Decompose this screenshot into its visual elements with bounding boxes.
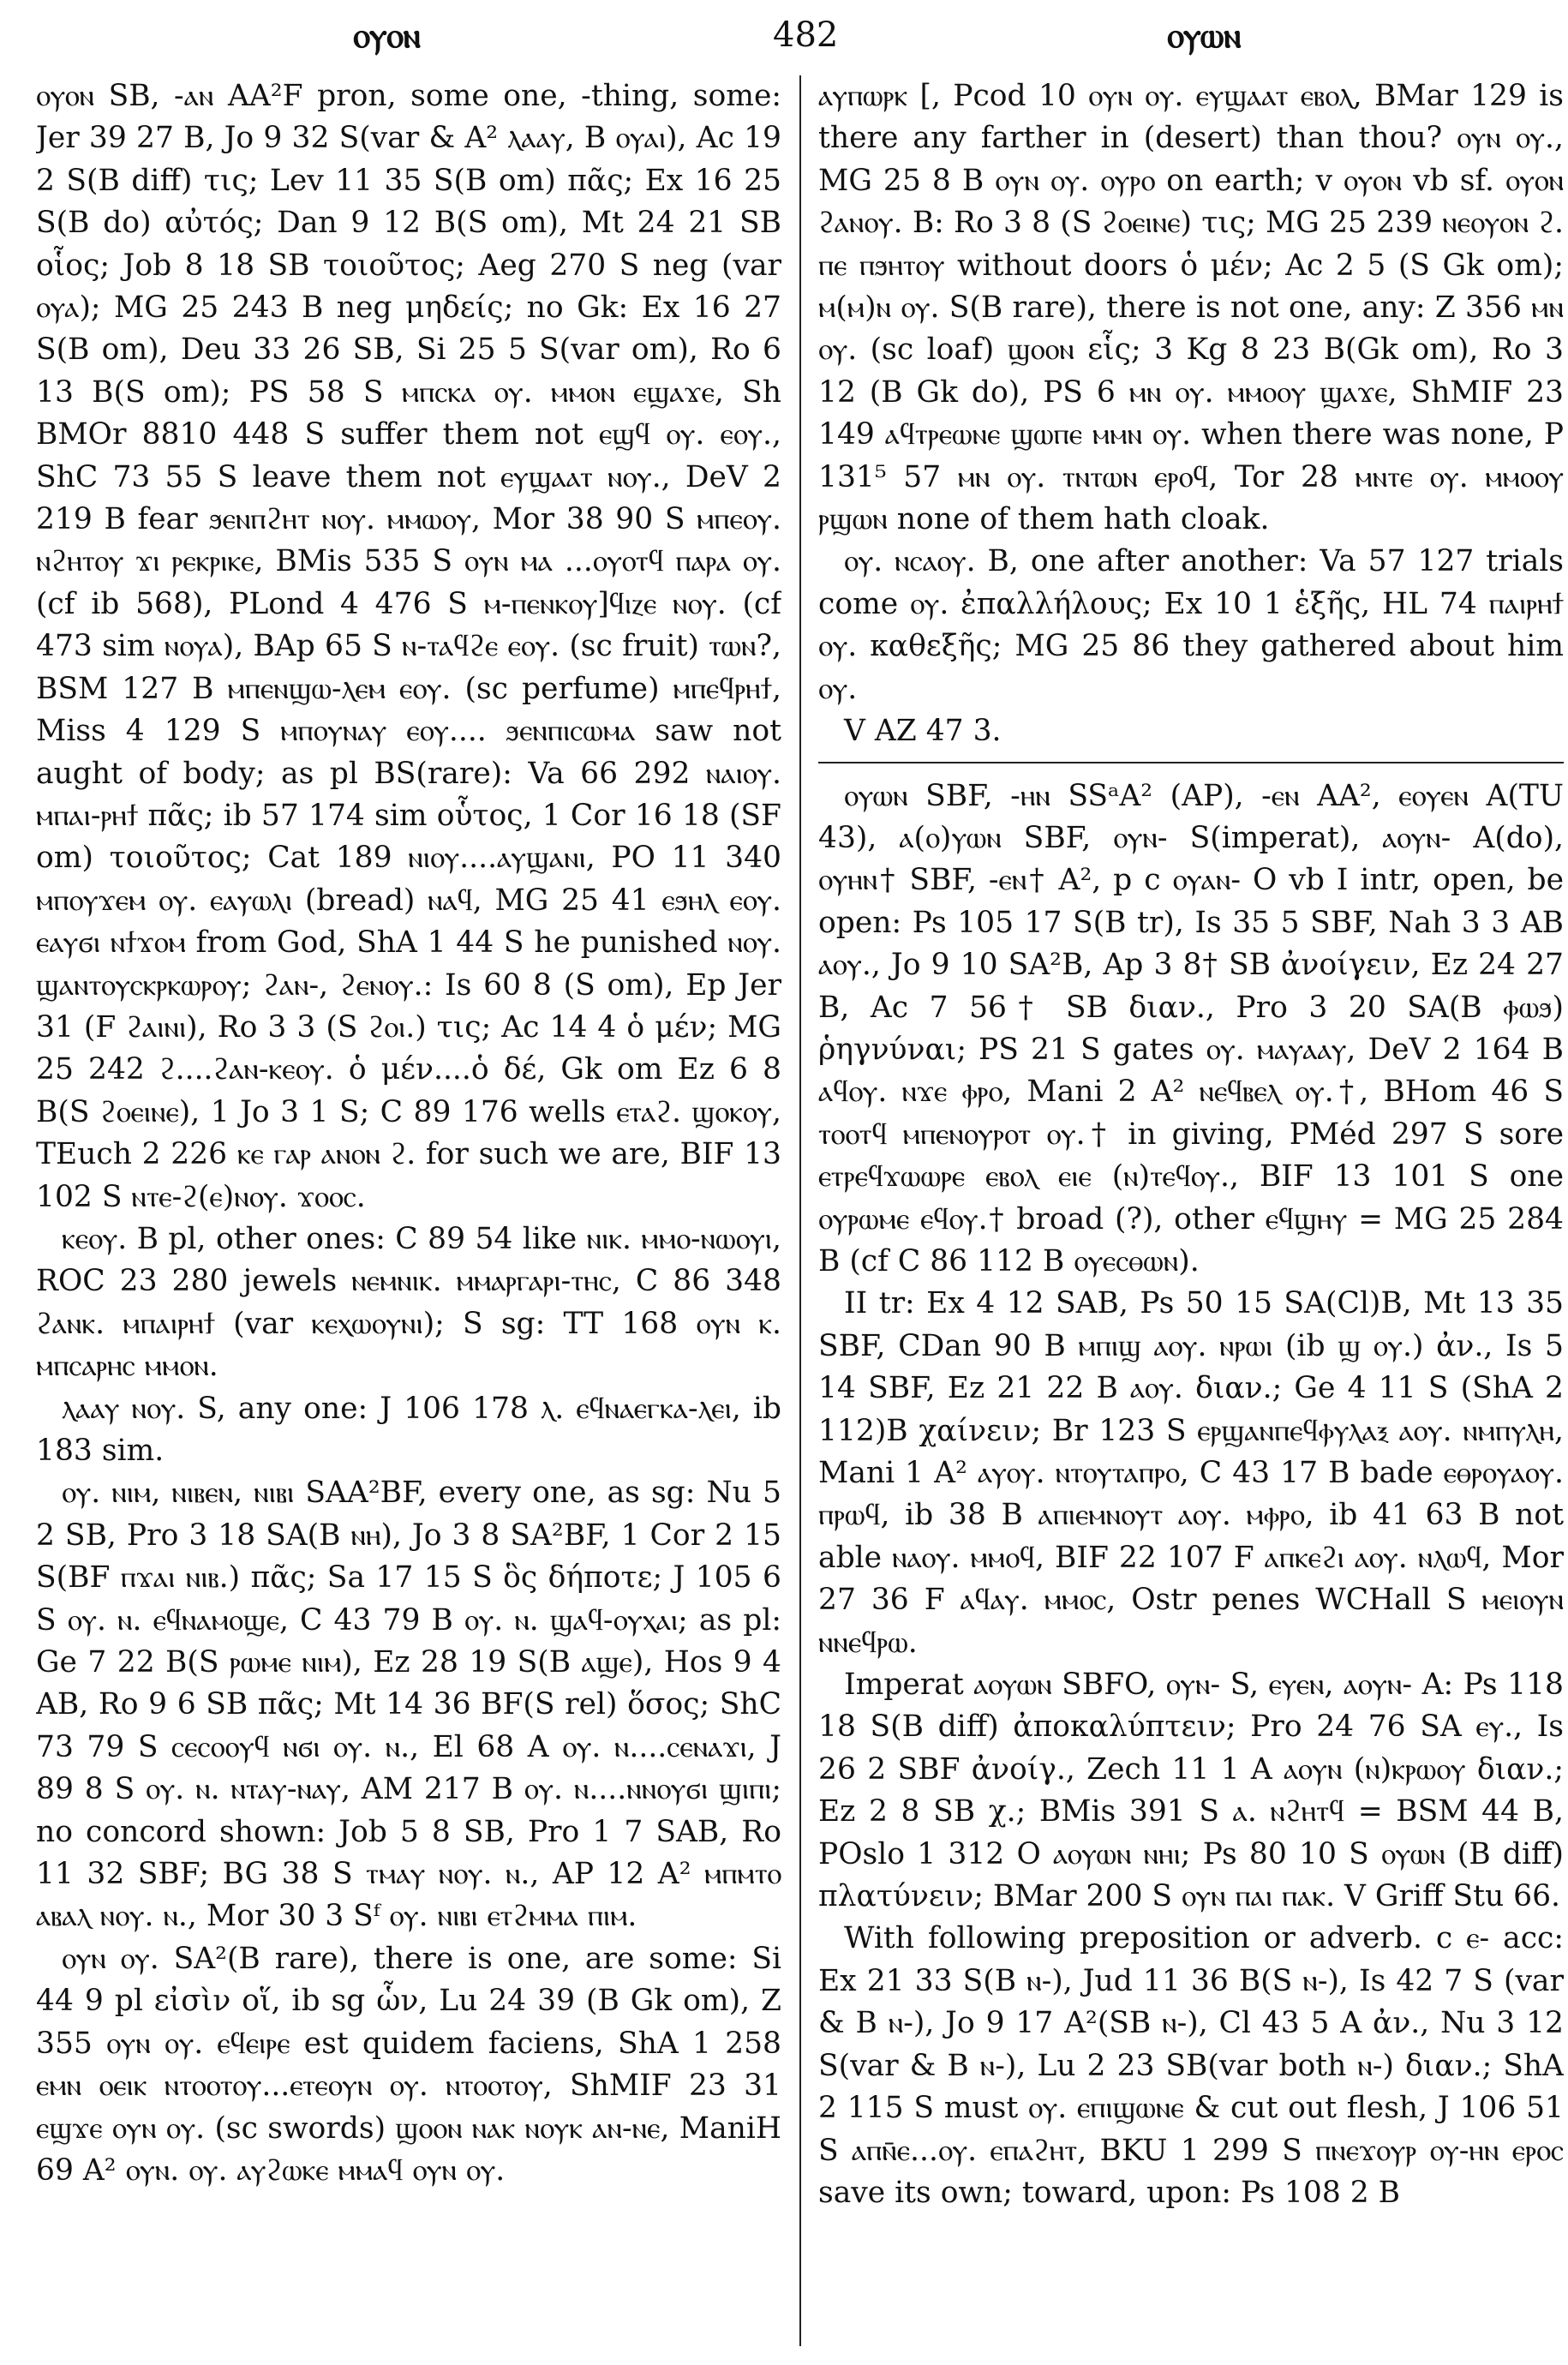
running-head (36, 15, 1532, 67)
cross-reference: V AZ 47 3. (844, 714, 1002, 749)
subentry-oun-ou: ⲟⲩⲛ ⲟⲩ. SA²(B rare), there is one, are some: Si 44 9 pl εἰσὶν οἵ, ib sg ὧν, Lu 24 39 (B Gk om), Z 355 ⲟⲩⲛ ⲟⲩ. ⲉϥⲉⲓⲣⲉ est quidem faciens, ShA 1 258 ⲉⲙⲛ ⲟⲉⲓⲕ ⲛⲧⲟⲟⲧⲟⲩ...ⲉⲧⲉⲟⲩⲛ ⲟⲩ. ⲛⲧⲟⲟⲧⲟⲩ, ShMIF 23 31 ⲉϣϫⲉ ⲟⲩⲛ ⲟⲩ. (sc swords) ϣⲟⲟⲛ ⲛⲁⲕ ⲛⲟⲩⲕ ⲁⲛ-ⲛⲉ, ManiH 69 A² ⲟⲩⲛ. ⲟⲩ. ⲁⲩϩⲱⲕⲉ ⲙⲙⲁϥ ⲟⲩⲛ ⲟⲩ. (36, 1941, 781, 2188)
entry-ouon: ⲟⲩⲟⲛ SB, -ⲁⲛ AA²F pron, some one, -thing, some: Jer 39 27 B, Jo 9 32 S(var & A² ⲗⲁⲁⲩ, B ⲟⲩⲁⲓ), Ac 19 2 S(B diff) τις; Lev 11 35 S(B om) πᾶς; Ex 16 25 S(B do) αὐτός; Dan 9 12 B(S om), Mt 24 21 SB οἷος; Job 8 18 SB τοιοῦτος; Aeg 270 S neg (var ⲟⲩⲁ); MG 25 243 B neg μηδείς; no Gk: Ex 16 27 S(B om), Deu 33 26 SB, Si 25 5 S(var om), Ro 6 13 B(S om); PS 58 S ⲙⲡⲥⲕⲁ ⲟⲩ. ⲙⲙⲟⲛ ⲉϣⲁϫⲉ, Sh BMOr 8810 448 S suffer them not ⲉϣϥ ⲟⲩ. ⲉⲟⲩ., ShC 73 55 S leave them not ⲉⲩϣⲁⲁⲧ ⲛⲟⲩ., DeV 2 219 B fear ϧⲉⲛⲡϩⲏⲧ ⲛⲟⲩ. ⲙⲙⲱⲟⲩ, Mor 38 90 S ⲙⲡⲉⲟⲩ. ⲛϩⲏⲧⲟⲩ ϫⲓ ⲣⲉⲕⲣⲓⲕⲉ, BMis 535 S ⲟⲩⲛ ⲙⲁ ...ⲟⲩⲟⲧϥ ⲡⲁⲣⲁ ⲟⲩ. (cf ib 568), PLond 4 476 S ⲙ-ⲡⲉⲛⲕⲟⲩ]ϥⲓⲍⲉ ⲛⲟⲩ. (cf 473 sim ⲛⲟⲩⲁ), BAp 65 S ⲛ-ⲧⲁϥϩⲉ ⲉⲟⲩ. (sc fruit) ⲧⲱⲛ?, BSM 127 B ⲙⲡⲉⲛϣⲱ-ⲗⲉⲙ ⲉⲟⲩ. (sc perfume) ⲙⲡⲉϥⲣⲏϯ, Miss 4 129 S ⲙⲡⲟⲩⲛⲁⲩ ⲉⲟⲩ.... ϧⲉⲛⲡⲓⲥⲱⲙⲁ saw not aught of body; as pl BS(rare): Va 66 292 ⲛⲁⲓⲟⲩ. ⲙⲡⲁⲓ-ⲣⲏϯ πᾶς; ib 57 174 sim οὗτος, 1 Cor 16 18 (SF om) τοιοῦτος; Cat 189 ⲛⲓⲟⲩ....ⲁⲩϣⲁⲛⲓ, PO 11 340 ⲙⲡⲟⲩϫⲉⲙ ⲟⲩ. ⲉⲁⲩⲱⲗⲓ (bread) ⲛⲁϥ, MG 25 41 ⲉϧⲏⲗ ⲉⲟⲩ. ⲉⲁⲩϭⲓ ⲛϯϫⲟⲙ from God, ShA 1 44 S he punished ⲛⲟⲩ. ϣⲁⲛⲧⲟⲩⲥⲕⲣⲕⲱⲣⲟⲩ; ϩⲁⲛ-, ϩⲉⲛⲟⲩ.: Is 60 8 (S om), Ep Jer 31 (F ϩⲁⲓⲛⲓ), Ro 3 3 (S ϩⲟⲓ.) τις; Ac 14 4 ὁ μέν; MG 25 242 ϩ....ϩⲁⲛ-ⲕⲉⲟⲩ. ὁ μέν....ὁ δέ, Gk om Ez 6 8 B(S ϩⲟⲉⲓⲛⲉ), 1 Jo 3 1 S; C 89 176 wells ⲉⲧⲁϩ. ϣⲟⲕⲟⲩ, TEuch 2 226 ⲕⲉ ⲅⲁⲣ ⲁⲛⲟⲛ ϩ. for such we are, BIF 13 102 S ⲛⲧⲉ-ϩ(ⲉ)ⲛⲟⲩ. ϫⲟⲟⲥ. (36, 79, 781, 1214)
subentry-imperative: Imperat ⲁⲟⲩⲱⲛ SBFO, ⲟⲩⲛ- S, ⲉⲩⲉⲛ, ⲁⲟⲩⲛ- A: Ps 118 18 S(B diff) ἀποκαλύπτειν; Pro 24 76 SA ⲉⲩ., Is 26 2 SBF ἀνοίγ., Zech 11 1 A ⲁⲟⲩⲛ (ⲛ)ⲕⲣⲱⲟⲩ διαν.; Ez 2 8 SB χ.; BMis 391 S ⲁ. ⲛϩⲏⲧϥ = BSM 44 B, POslo 1 312 O ⲁⲟⲩⲱⲛ ⲛⲏⲓ; Ps 80 10 S ⲟⲩⲱⲛ (B diff) πλατύνειν; BMar 200 S ⲟⲩⲛ ⲡⲁⲓ ⲡⲁⲕ. V Griff Stu 66. (818, 1667, 1564, 1914)
left-column (36, 75, 781, 2346)
subentry-ou-nim: ⲟⲩ. ⲛⲓⲙ, ⲛⲓⲃⲉⲛ, ⲛⲓⲃⲓ SAA²BF, every one, as sg: Nu 5 2 SB, Pro 3 18 SA(B ⲛⲏ), Jo 3 8 SA²BF, 1 Cor 2 15 S(BF ⲡϫⲁⲓ ⲛⲓⲃ.) πᾶς; Sa 17 15 S ὃς δήποτε; J 105 6 S ⲟⲩ. ⲛ. ⲉϥⲛⲁⲙⲟϣⲉ, C 43 79 B ⲟⲩ. ⲛ. ϣⲁϥ-ⲟⲩⲭⲁⲓ; as pl: Ge 7 22 B(S ⲣⲱⲙⲉ ⲛⲓⲙ), Ez 28 19 S(B ⲁϣⲉ), Hos 9 4 AB, Ro 9 6 SB πᾶς; Mt 14 36 BF(S rel) ὅσος; ShC 73 79 S ⲥⲉⲥⲟⲟⲩϥ ⲛϭⲓ ⲟⲩ. ⲛ., El 68 A ⲟⲩ. ⲛ....ⲥⲉⲛⲁϫⲓ, J 89 8 S ⲟⲩ. ⲛ. ⲛⲧⲁⲩ-ⲛⲁⲩ, AM 217 B ⲟⲩ. ⲛ....ⲛⲛⲟⲩϭⲓ ϣⲓⲡⲓ; no concord shown: Job 5 8 SB, Pro 1 7 SAB, Ro 11 32 SBF; BG 38 S ⲧⲙⲁⲩ ⲛⲟⲩ. ⲛ., AP 12 A² ⲙⲡⲙⲧⲟ ⲁⲃⲁⲗ ⲛⲟⲩ. ⲛ., Mor 30 3 Sᶠ ⲟⲩ. ⲛⲓⲃⲓ ⲉⲧϩⲙⲙⲁ ⲡⲓⲙ. (36, 1476, 781, 1934)
subentry-ou-nsaou: ⲟⲩ. ⲛⲥⲁⲟⲩ. B, one after another: Va 57 127 trials come ⲟⲩ. ἐπαλλήλους; Ex 10 1 ἑξῆς, HL 74 ⲡⲁⲓⲣⲏϯ ⲟⲩ. καθεξῆς; MG 25 86 they gathered about him ⲟⲩ. (818, 544, 1564, 706)
subentry-transitive: II tr: Ex 4 12 SAB, Ps 50 15 SA(Cl)B, Mt 13 35 SBF, CDan 90 B ⲙⲡⲓϣ ⲁⲟⲩ. ⲛⲣⲱⲓ (ib ϣ ⲟⲩ.) ἀν., Is 5 14 SBF, Ez 21 22 B ⲁⲟⲩ. διαν.; Ge 4 11 S (ShA 2 112)B χαίνειν; Br 123 S ⲉⲣϣⲁⲛⲡⲉϥⲫⲩⲗⲁⲝ ⲁⲟⲩ. ⲛⲙⲡⲩⲗⲏ, Mani 1 A² ⲁⲩⲟⲩ. ⲛⲧⲟⲩⲧⲁⲡⲣⲟ, C 43 17 B bade ⲉⲑⲣⲟⲩⲁⲟⲩ. ⲡⲣⲱϥ, ib 38 B ⲁⲡⲓⲉⲙⲛⲟⲩⲧ ⲁⲟⲩ. ⲙⲫⲣⲟ, ib 41 63 B not able ⲛⲁⲟⲩ. ⲙⲙⲟϥ, BIF 22 107 F ⲁⲡⲕⲉϩⲓ ⲁⲟⲩ. ⲛⲗⲱϥ, Mor 27 36 F ⲁϥⲁⲩ. ⲙⲙⲟⲥ, Ostr penes WCHall S ⲙⲉⲓⲟⲩⲛ ⲛⲛⲉϥⲣⲱ. (818, 1286, 1564, 1660)
entry-divider (818, 762, 1564, 763)
subentry-laau-nou: ⲗⲁⲁⲩ ⲛⲟⲩ. S, any one: J 106 178 ⲗ. ⲉϥⲛⲁⲉⲅⲕⲁ-ⲗⲉⲓ, ib 183 sim. (36, 1391, 781, 1468)
continuation-text: ⲁⲩⲡⲱⲣⲕ [, Pcod 10 ⲟⲩⲛ ⲟⲩ. ⲉⲩϣⲁⲁⲧ ⲉⲃⲟⲗ, BMar 129 is there any farther in (desert) than thou? ⲟⲩⲛ ⲟⲩ., MG 25 8 B ⲟⲩⲛ ⲟⲩ. ⲟⲩⲣⲟ on earth; v ⲟⲩⲟⲛ vb sf. ⲟⲩⲟⲛ ϩⲁⲛⲟⲩ. B: Ro 3 8 (S ϩⲟⲉⲓⲛⲉ) τις; MG 25 239 ⲛⲉⲟⲩⲟⲛ ϩ. ⲡⲉ ⲡϧⲏⲧⲟⲩ without doors ὁ μέν; Ac 2 5 (S Gk om); ⲙ(ⲙ)ⲛ ⲟⲩ. S(B rare), there is not one, any: Z 356 ⲙⲛ ⲟⲩ. (sc loaf) ϣⲟⲟⲛ εἷς; 3 Kg 8 23 B(Gk om), Ro 3 12 (B Gk do), PS 6 ⲙⲛ ⲟⲩ. ⲙⲙⲟⲟⲩ ϣⲁϫⲉ, ShMIF 23 149 ⲁϥⲧⲣⲉⲱⲛⲉ ϣⲱⲡⲉ ⲙⲙⲛ ⲟⲩ. when there was none, P 131⁵ 57 ⲙⲛ ⲟⲩ. ⲧⲛⲧⲱⲛ ⲉⲣⲟϥ, Tor 28 ⲙⲛⲧⲉ ⲟⲩ. ⲙⲙⲟⲟⲩ ⲣϣⲱⲛ none of them hath cloak. (818, 79, 1564, 537)
subentry-prepositions: With following preposition or adverb. c ⲉ- acc: Ex 21 33 S(B ⲛ-), Jud 11 36 B(S ⲛ-), Is 42 7 S (var & B ⲛ-), Jo 9 17 A²(SB ⲛ-), Cl 43 5 A ἀν., Nu 3 12 S(var & B ⲛ-), Lu 2 23 SB(var both ⲛ-) διαν.; ShA 2 115 S must ⲟⲩ. ⲉⲡⲓϣⲱⲛⲉ & cut out flesh, J 106 51 S ⲁⲡⲛ̄ⲉ...ⲟⲩ. ⲉⲡⲁϩⲏⲧ, BKU 1 299 S ⲡⲛⲉϫⲟⲩⲣ ⲟⲩ-ⲏⲛ ⲉⲣⲟⲥ save its own; toward, upon: Ps 108 2 B (818, 1921, 1564, 2210)
right-headword: ⲟⲩⲱⲛ (1167, 15, 1242, 56)
page-number: 482 (773, 15, 839, 55)
column-divider (799, 75, 801, 2346)
left-headword: ⲟⲩⲟⲛ (353, 15, 421, 56)
entry-ouwn: ⲟⲩⲱⲛ SBF, -ⲏⲛ SSᵃA² (AP), -ⲉⲛ AA², ⲉⲟⲩⲉⲛ A(TU 43), ⲁ(ⲟ)ⲩⲱⲛ SBF, ⲟⲩⲛ- S(imperat), ⲁⲟⲩⲛ- A(do), ⲟⲩⲏⲛ† SBF, -ⲉⲛ† A², p c ⲟⲩⲁⲛ- O vb I intr, open, be open: Ps 105 17 S(B tr), Is 35 5 SBF, Nah 3 3 AB ⲁⲟⲩ., Jo 9 10 SA²B, Ap 3 8† SB ἀνοίγειν, Ez 24 27 B, Ac 7 56† SB διαν., Pro 3 20 SA(B ⲫⲱϧ) ῥηγνύναι; PS 21 S gates ⲟⲩ. ⲙⲁⲩⲁⲁⲩ, DeV 2 164 B ⲁϥⲟⲩ. ⲛϫⲉ ⲫⲣⲟ, Mani 2 A² ⲛⲉϥⲃⲉⲗ ⲟⲩ.†, BHom 46 S ⲧⲟⲟⲧϥ ⲙⲡⲉⲛⲟⲩⲣⲟⲧ ⲟⲩ.† in giving, PMéd 297 S sore ⲉⲧⲣⲉϥϫⲱⲱⲣⲉ ⲉⲃⲟⲗ ⲉⲓⲉ (ⲛ)ⲧⲉϥⲟⲩ., BIF 13 101 S one ⲟⲩⲣⲱⲙⲉ ⲉϥⲟⲩ.† broad (?), other ⲉϥϣⲏⲩ = MG 25 284 B (cf C 86 112 B ⲟⲩⲉⲥⲑⲱⲛ). (818, 778, 1564, 1278)
subentry-keou: ⲕⲉⲟⲩ. B pl, other ones: C 89 54 like ⲛⲓⲕ. ⲙⲙⲟ-ⲛⲱⲟⲩⲓ, ROC 23 280 jewels ⲛⲉⲙⲛⲓⲕ. ⲙⲙⲁⲣⲅⲁⲣⲓ-ⲧⲏⲥ, C 86 348 ϩⲁⲛⲕ. ⲙⲡⲁⲓⲣⲏϯ (var ⲕⲉⲭⲱⲟⲩⲛⲓ); S sg: TT 168 ⲟⲩⲛ ⲕ. ⲙⲡⲥⲁⲣⲏⲥ ⲙⲙⲟⲛ. (36, 1221, 781, 1384)
right-column (818, 75, 1564, 2346)
